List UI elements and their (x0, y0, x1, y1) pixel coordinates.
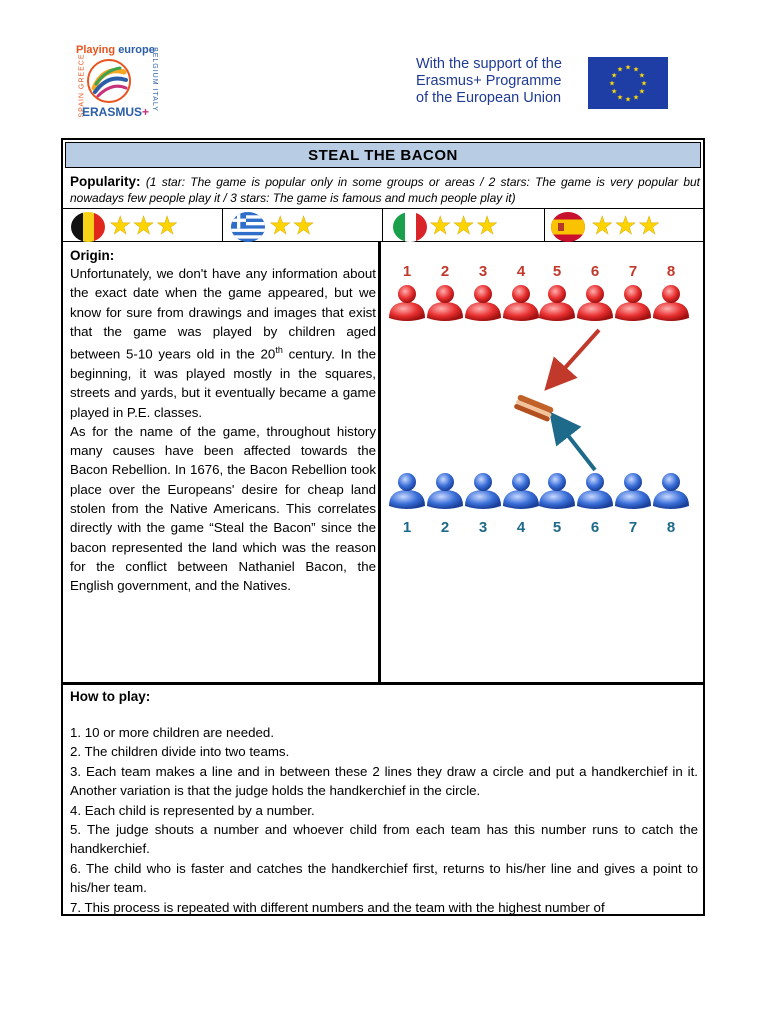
greece-flag-icon (231, 212, 265, 242)
origin-sup: th (275, 345, 283, 356)
blue-team-player-number: 8 (666, 519, 676, 536)
origin-section (63, 242, 381, 682)
list-item: 1. 10 or more children are needed. (70, 725, 275, 740)
logo-top-text-b: europe (118, 44, 155, 56)
origin-text-part1: Unfortunately, we don't have any information about the exact date when the game appeared, but we know for sure from drawings and images that exist that the game was played by children aged between 5-10 years old in the 20 (70, 266, 376, 362)
red-team-player-number: 6 (590, 263, 600, 280)
spain-flag-icon (551, 212, 585, 242)
blue-team-player-icon (389, 473, 425, 509)
logo-bottom-text-b: + (142, 105, 150, 119)
red-team-player-number: 4 (516, 263, 526, 280)
rating-belgium (63, 209, 223, 241)
italy-stars: ★★★ (429, 212, 500, 240)
red-team-player-number: 8 (666, 263, 676, 280)
eu-flag-icon (588, 57, 668, 109)
blue-team-player-number: 5 (552, 519, 562, 536)
logo-swirl-icon (86, 58, 132, 104)
belgium-flag-icon (71, 212, 105, 242)
popularity-legend (70, 174, 700, 206)
blue-team-player-icon (653, 473, 689, 509)
blue-team-player-number: 3 (478, 519, 488, 536)
red-team-player-icon (389, 285, 425, 321)
eu-support-line-2: Erasmus+ Programme (416, 73, 562, 89)
eu-star-icon: ★ (632, 94, 640, 102)
eu-star-icon: ★ (632, 66, 640, 74)
red-team-player-icon (465, 285, 501, 321)
rating-spain (545, 209, 703, 241)
list-item: 2. The children divide into two teams. (70, 744, 290, 760)
red-team-player-number: 7 (628, 263, 638, 280)
list-item: 7. This process is repeated with different numbers and the team with the highest number of (70, 899, 605, 914)
blue-team-player-icon (427, 473, 463, 509)
blue-team-player-number: 2 (440, 519, 450, 536)
logo-left-text: SPAIN GREECE (78, 53, 86, 118)
origin-paragraph-2: As for the name of the game, throughout history many causes have been affected towards the Bacon Rebellion. In 1676, the Bacon Rebellion took place over the Europeans' desire for cheap land stolen from the Native Americans. This correlates directly with the game “Steal the Bacon” since the bacon represented the land which was the reason for the conflict between Nathaniel Bacon, the English government, and the Natives. (70, 423, 376, 594)
list-item: 5. The judge shouts a number and whoever child from each team has this number runs to catch the handkerchief. (70, 822, 698, 857)
eu-star-icon: ★ (608, 80, 616, 88)
blue-team-player-icon (539, 473, 575, 509)
red-team-player-icon (615, 285, 651, 321)
bacon-icon (513, 394, 554, 422)
blue-team-player-number: 4 (516, 519, 526, 536)
eu-star-icon: ★ (638, 88, 645, 96)
eu-star-icon: ★ (638, 72, 645, 80)
eu-star-icon: ★ (616, 94, 624, 102)
eu-star-icon: ★ (624, 64, 632, 72)
blue-team-player-number: 1 (402, 519, 412, 536)
origin-text (70, 264, 376, 595)
red-team-player-icon (577, 285, 613, 321)
red-team-arrow (555, 330, 599, 379)
illustration-svg (381, 242, 703, 682)
list-item: 3. Each team makes a line and in between these 2 lines they draw a circle and put a handkerchief in it. Another variation is that the judge holds the handkerchief in the circle. (70, 763, 698, 799)
rating-greece (223, 209, 383, 241)
rating-italy (383, 209, 545, 241)
logo-right-text: BELGIUM ITALY (150, 47, 158, 112)
red-team-player-number: 3 (478, 263, 488, 280)
list-item: 6. The child who is faster and catches the handkerchief first, returns to his/her line and gives a point to his/her team. (70, 860, 698, 896)
italy-flag-icon (393, 212, 427, 242)
popularity-ratings (63, 208, 703, 242)
red-team-player-number: 5 (552, 263, 562, 280)
red-team-player-icon (653, 285, 689, 321)
how-to-play-steps (70, 723, 698, 914)
eu-star-icon: ★ (616, 66, 624, 74)
game-title: STEAL THE BACON (65, 142, 701, 168)
blue-team-player-icon (577, 473, 613, 509)
blue-team-player-icon (465, 473, 501, 509)
popularity-label: Popularity: (70, 174, 141, 189)
red-team-player-number: 1 (402, 263, 412, 280)
red-team-player-number: 2 (440, 263, 450, 280)
blue-team-arrow (559, 424, 595, 470)
eu-support-text (416, 56, 586, 107)
eu-support-line-1: With the support of the (416, 56, 562, 72)
logo-top-text-a: Playing (76, 44, 116, 56)
eu-stars-circle (588, 57, 668, 109)
eu-star-icon: ★ (611, 88, 618, 96)
game-card (61, 138, 705, 916)
playing-europe-logo (72, 44, 158, 122)
eu-star-icon: ★ (624, 96, 632, 104)
eu-star-icon: ★ (640, 80, 648, 88)
eu-support-line-3: of the European Union (416, 90, 562, 106)
blue-team-player-icon (503, 473, 539, 509)
list-item: 4. Each child is represented by a number. (70, 802, 315, 818)
game-illustration (381, 242, 703, 682)
eu-star-icon: ★ (611, 72, 618, 80)
logo-top-text (76, 44, 155, 56)
popularity-description: (1 star: The game is popular only in some groups or areas / 2 stars: The game is very popular but nowadays few people play it / 3 stars: The game is famous and much people play it) (70, 175, 701, 205)
blue-team-player-icon (615, 473, 651, 509)
red-team-player-icon (427, 285, 463, 321)
red-team-player-icon (539, 285, 575, 321)
spain-stars: ★★★ (591, 212, 662, 240)
how-to-play-section (63, 682, 703, 914)
red-team-player-icon (503, 285, 539, 321)
origin-title: Origin: (70, 248, 115, 263)
logo-bottom-text-a: ERASMUS (82, 105, 143, 119)
logo-bottom-text (82, 105, 149, 119)
blue-team-player-number: 6 (590, 519, 600, 536)
how-to-play-title: How to play: (70, 689, 151, 704)
origin-text-part2: century. In the beginning, it was played mostly in the squares, streets and yards, but it eventually became a game played in P.E. classes. (70, 346, 377, 420)
blue-team-player-number: 7 (628, 519, 638, 536)
belgium-stars: ★★★ (109, 212, 180, 240)
greece-stars: ★★ (269, 212, 316, 240)
